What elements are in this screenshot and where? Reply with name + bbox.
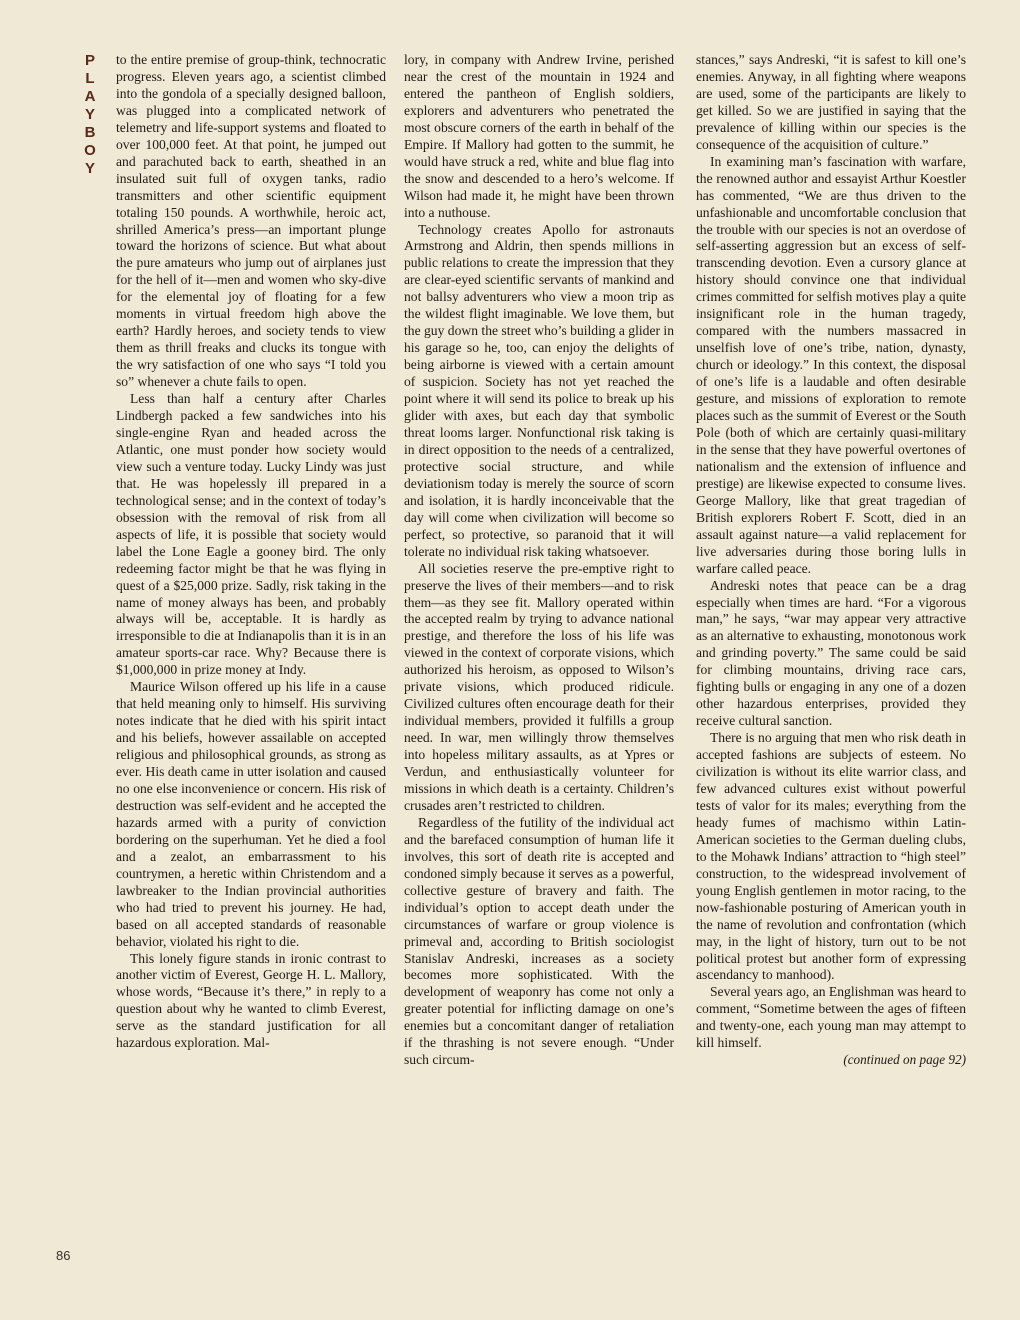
text-column-3 <box>696 52 966 1069</box>
masthead-letter: B <box>84 124 98 141</box>
continued-note: (continued on page 92) <box>843 1052 966 1068</box>
paragraph: Regardless of the futility of the individual act and the barefaced consumption of human life it involves, this sort of death rite is accepted and condoned simply because it serves as a powerful, collective gesture of bravery and faith. The individual’s option to accept death under the circumstances of warfare or group violence is primeval and, according to British sociologist Stanislav Andreski, increases as a society becomes more sophisticated. With the development of weaponry has come not only a greater potential for inflicting damage on one’s enemies but a concomitant danger of retaliation if the thrashing is not severe enough. “Under such circum- <box>404 814 674 1068</box>
masthead-letter: Y <box>84 160 97 177</box>
paragraph: All societies reserve the pre-emptive right to preserve the lives of their members—and to risk them—as they see fit. Mallory operated within the accepted realm by trying to advance national prestige, and therefore the loss of his life was viewed in the context of corporate visions, which authorized his heroism, as opposed to Wilson’s private visions, which produced ridicule. Civilized cultures often encourage death for their individual members, provided it fulfills a group need. In war, men willingly throw themselves into hopeless military assaults, as at Ypres or Verdun, and enthusiastically volunteer for missions in which death is a certainty. Children’s crusades aren’t restricted to children. <box>404 560 674 813</box>
paragraph: stances,” says Andreski, “it is safest to kill one’s enemies. Anyway, in all fighting where weapons are used, some of the participants are likely to get killed. So we are justified in saying that the prevalence of killing within our species is the consequence of the acquisition of culture.” <box>696 52 966 152</box>
masthead-letter: Y <box>84 106 97 123</box>
paragraph: Less than half a century after Charles Lindbergh packed a few sandwiches into his single-engine Ryan and headed across the Atlantic, one must ponder how society would view such a venture today. Lucky Lindy was just that. He was hopelessly ill prepared in a technological sense; and in the context of today’s obsession with the removal of risk from all aspects of life, it is possible that society would label the Lone Eagle a gooney bird. The only redeeming factor might be that he was flying in quest of a $25,000 prize. Sadly, risk taking in the name of money always has been, and probably always will be, acceptable. It is hardly as irresponsible to die at Indianapolis than it is in an amateur sports-car race. Why? Because there is $1,000,000 in prize money at Indy. <box>116 391 386 678</box>
masthead-letter: P <box>84 52 97 69</box>
masthead-letter: L <box>85 70 97 87</box>
paragraph: This lonely figure stands in ironic contrast to another victim of Everest, George H. L. Mallory, whose words, “Because it’s there,” in reply to a question about why he wanted to climb Everest, serve as the standard justification for all hazardous exploration. Mal- <box>116 950 386 1051</box>
paragraph: Maurice Wilson offered up his life in a cause that held meaning only to himself. His surviving notes indicate that he died with his spirit intact and his beliefs, however assailable on accepted religious and philosophical grounds, as strong as ever. His death came in utter isolation and caused no one else inconvenience or concern. His risk of destruction was self-evident and he accepted the hazards armed with a purity of conviction bordering on the superhuman. Yet he died a fool and a zealot, an embarrassment to his countrymen, a heretic within Christendom and a lawbreaker to the Indian provincial authorities who had tried to prevent his journey. He had, based on all accepted standards of reasonable behavior, violated his right to die. <box>116 679 386 949</box>
paragraph: Several years ago, an Englishman was heard to comment, “Sometime between the ages of fifteen and twenty-one, each young man may attempt to kill himself. <box>696 984 966 1051</box>
paragraph: In examining man’s fascination with warfare, the renowned author and essayist Arthur Koestler has commented, “We are thus driven to the unfashionable and uncomfortable conclusion that the trouble with our species is not an overdose of self-asserting aggression but an excess of self-transcending devotion. Even a cursory glance at history should convince one that individual crimes committed for selfish motives play a quite insignificant role in the human tragedy, compared with the numbers massacred in unselfish love of one’s tribe, nation, dynasty, church or ideology.” In this context, the disposal of one’s life is a laudable and often desirable gesture, and missions of exploration to remote places such as the summit of Everest or the South Pole (both of which are certainly quasi-military in the sense that they have powerful overtones of nationalism and the extension of influence and prestige) are likewise expected to consume lives. George Mallory, like that great tragedian of British explorers Robert F. Scott, died in an assault against nature—a valid replacement for live adversaries during those boring lulls in warfare called peace. <box>696 153 966 576</box>
masthead-letter: A <box>84 88 98 105</box>
playboy-masthead <box>80 52 102 178</box>
paragraph: Technology creates Apollo for astronauts Armstrong and Aldrin, then spends millions in public relations to create the impression that they are clear-eyed scientific servants of mankind and not ballsy adventurers who view a moon trip as the wildest flight imaginable. We love them, but the guy down the street who’s building a glider in his garage so he, too, can enjoy the delights of being airborne is viewed with a certain amount of suspicion. Society has not yet reached the point where it will send its police to break up his glider with axes, but each day that symbolic threat looms larger. Nonfunctional risk taking is in direct opposition to the needs of a centralized, protective social structure, and while deviationism today is merely the source of scorn and isolation, it is hardly inconceivable that the day will come when civilization will become so perfect, so protective, so paranoid that it will tolerate no individual risk taking whatsoever. <box>404 221 674 559</box>
page-number: 86 <box>56 1248 71 1263</box>
paragraph: Andreski notes that peace can be a drag especially when times are hard. “For a vigorous man,” he says, “war may appear very attractive as an alternative to exhausting, monotonous work and grinding poverty.” The same could be said for climbing mountains, driving race cars, fighting bulls or engaging in any one of a dozen other hazardous enterprises, provided they receive cultural sanction. <box>696 577 966 729</box>
masthead-letter: O <box>84 142 98 159</box>
text-column-1 <box>116 52 386 1052</box>
paragraph: lory, in company with Andrew Irvine, perished near the crest of the mountain in 1924 and entered the pantheon of English soldiers, explorers and adventurers who penetrated the most obscure corners of the earth in behalf of the Empire. If Mallory had gotten to the summit, he would have struck a red, white and blue flag into the snow and descended to a hero’s welcome. If Wilson had made it, he might have been thrown into a nuthouse. <box>404 52 674 220</box>
paragraph: There is no arguing that men who risk death in accepted fashions are subjects of esteem. No civilization is without its elite warrior class, and few advanced cultures exist without powerful tests of valor for its males; everything from the heady fumes of machismo within Latin-American societies to the German dueling clubs, to the Mohawk Indians’ attraction to “high steel” construction, to the widespread involvement of young English gentlemen in motor racing, to the now-fashionable posturing of American youth in the name of revolution and confrontation (which may, in the light of history, turn out to be not political protest but another form of expressing ascendancy to manhood). <box>696 730 966 983</box>
text-column-2 <box>404 52 674 1069</box>
paragraph: to the entire premise of group-think, technocratic progress. Eleven years ago, a scientist climbed into the gondola of a specially designed balloon, was plugged into a complicated network of telemetry and life-support systems and floated to over 100,000 feet. At that point, he jumped out and parachuted back to earth, sheathed in an insulated suit full of oxygen tanks, radio transmitters and other scientific equipment totaling 150 pounds. A worthwhile, heroic act, shrilled America’s press—an important plunge toward the horizons of science. But what about the pure amateurs who jump out of airplanes just for the hell of it—men and women who sky-dive for the elemental joy of floating for a few moments in virtual freedom high above the earth? Hardly heroes, and society tends to view them as thrill freaks and clucks its tongue with the wry satisfaction of one who says “I told you so” whenever a chute fails to open. <box>116 52 386 390</box>
